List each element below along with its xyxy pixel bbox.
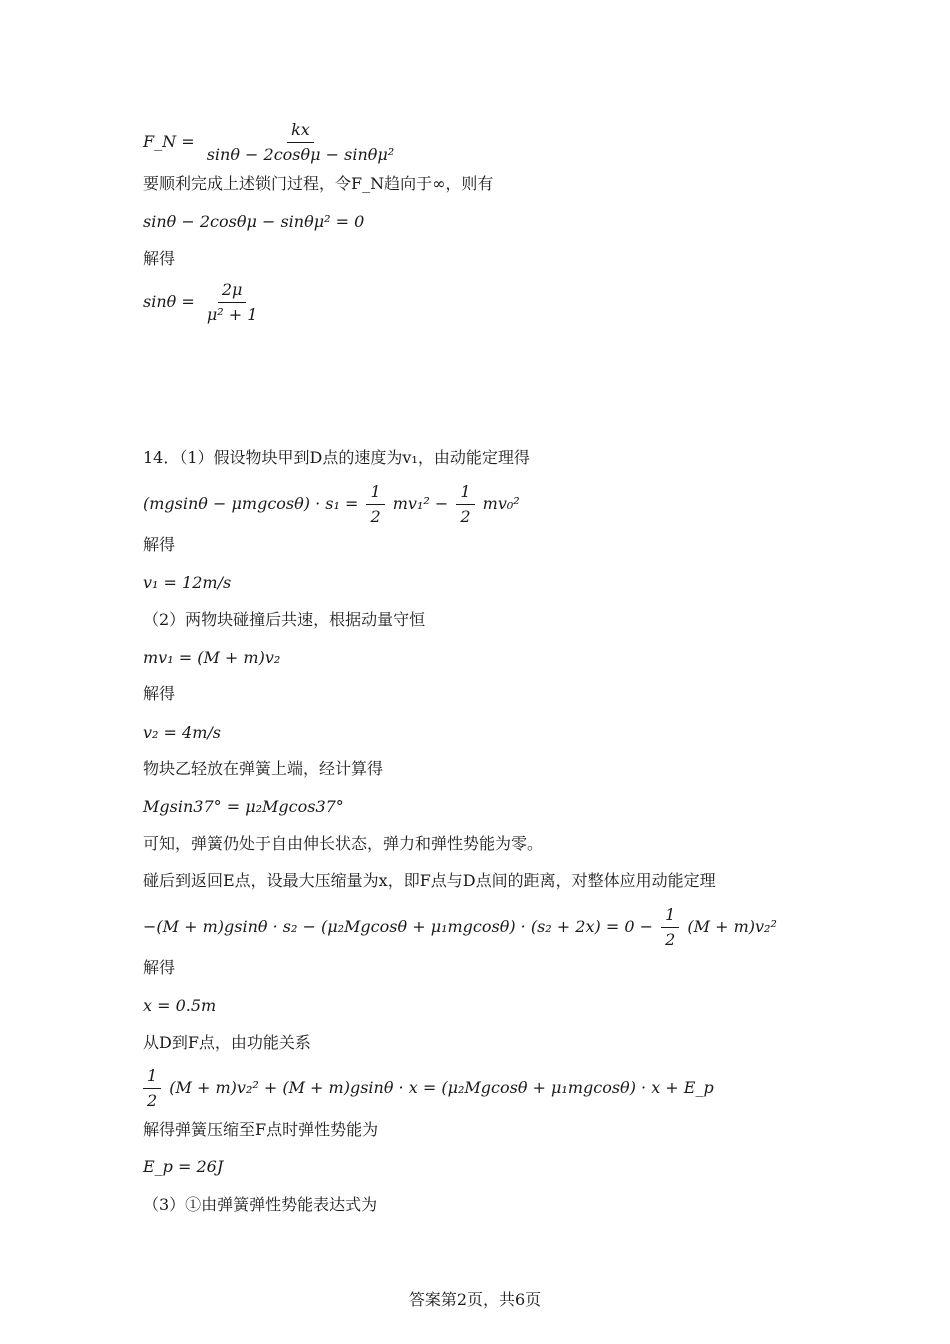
formula-energy-half-1 xyxy=(366,482,384,527)
formula-fn-lhs: F_N = xyxy=(143,132,195,151)
formula-energy-lhs: (mgsinθ − μmgcosθ) · s₁ = xyxy=(143,494,359,513)
formula-momentum: mv₁ = (M + m)v₂ xyxy=(143,648,281,667)
text-d-to-f: 从D到F点，由功能关系 xyxy=(143,1033,311,1052)
text-solve-2: 解得 xyxy=(143,535,176,554)
formula-energy-theorem-2 xyxy=(143,905,777,950)
text-lock-condition: 要顺利完成上述锁门过程，令F_N趋向于∞，则有 xyxy=(143,174,494,193)
formula-energy-theorem-1 xyxy=(143,482,520,527)
half-denominator: 2 xyxy=(460,507,471,526)
formula-fn xyxy=(143,120,401,165)
result-v1: v₁ = 12m/s xyxy=(143,573,232,592)
half-denominator: 2 xyxy=(665,930,676,949)
text-solve-4: 解得 xyxy=(143,958,176,977)
text-spring-free: 可知，弹簧仍处于自由伸长状态，弹力和弹性势能为零。 xyxy=(143,834,544,853)
formula-energy2-lhs: −(M + m)gsinθ · s₂ − (μ₂Mgcosθ + μ₁mgcosθ) · (s₂ + 2x) = 0 − xyxy=(143,917,653,936)
result-x: x = 0.5m xyxy=(143,996,217,1015)
half-numerator: 1 xyxy=(366,482,384,505)
formula-sin-theta-fraction xyxy=(203,280,262,325)
text-solve-3: 解得 xyxy=(143,684,176,703)
result-v2: v₂ = 4m/s xyxy=(143,723,221,742)
formula-work-energy xyxy=(143,1066,714,1111)
formula-fn-numerator: kx xyxy=(287,120,314,143)
formula-energy2-half xyxy=(661,905,679,950)
formula-sin-theta xyxy=(143,280,264,325)
text-spring-energy: 解得弹簧压缩至F点时弹性势能为 xyxy=(143,1120,379,1139)
formula-work-energy-rest: (M + m)v₂² + (M + m)gsinθ · x = (μ₂Mgcosθ + μ₁mgcosθ) · x + E_p xyxy=(169,1078,714,1097)
formula-fn-fraction xyxy=(203,120,399,165)
page-footer: 答案第2页，共6页 xyxy=(408,1290,542,1309)
text-question-14-part-3: （3）①由弹簧弹性势能表达式为 xyxy=(143,1195,378,1214)
formula-energy-mid: mv₁² − xyxy=(392,494,449,513)
formula-equation-zero: sinθ − 2cosθμ − sinθμ² = 0 xyxy=(143,212,365,231)
half-numerator: 1 xyxy=(456,482,474,505)
formula-sin-theta-denominator: μ² + 1 xyxy=(206,305,258,324)
formula-friction-balance: Mgsin37° = μ₂Mgcos37° xyxy=(143,797,344,816)
text-solve-1: 解得 xyxy=(143,249,176,268)
half-denominator: 2 xyxy=(147,1091,158,1110)
text-block-b: 物块乙轻放在弹簧上端，经计算得 xyxy=(143,759,384,778)
formula-work-energy-half xyxy=(143,1066,161,1111)
text-question-14-part-1: 14．（1）假设物块甲到D点的速度为v₁，由动能定理得 xyxy=(143,448,530,467)
half-numerator: 1 xyxy=(143,1066,161,1089)
half-numerator: 1 xyxy=(661,905,679,928)
formula-energy-half-2 xyxy=(456,482,474,527)
formula-sin-theta-lhs: sinθ = xyxy=(143,292,195,311)
formula-energy2-end: (M + m)v₂² xyxy=(687,917,777,936)
formula-energy-end: mv₀² xyxy=(482,494,520,513)
formula-fn-denominator: sinθ − 2cosθμ − sinθμ² xyxy=(206,145,395,164)
text-question-14-part-2: （2）两物块碰撞后共速，根据动量守恒 xyxy=(143,610,426,629)
text-return-e: 碰后到返回E点，设最大压缩量为x，即F点与D点间的距离，对整体应用动能定理 xyxy=(143,871,716,890)
formula-sin-theta-numerator: 2μ xyxy=(218,280,247,303)
result-ep: E_p = 26J xyxy=(143,1157,224,1176)
half-denominator: 2 xyxy=(370,507,381,526)
